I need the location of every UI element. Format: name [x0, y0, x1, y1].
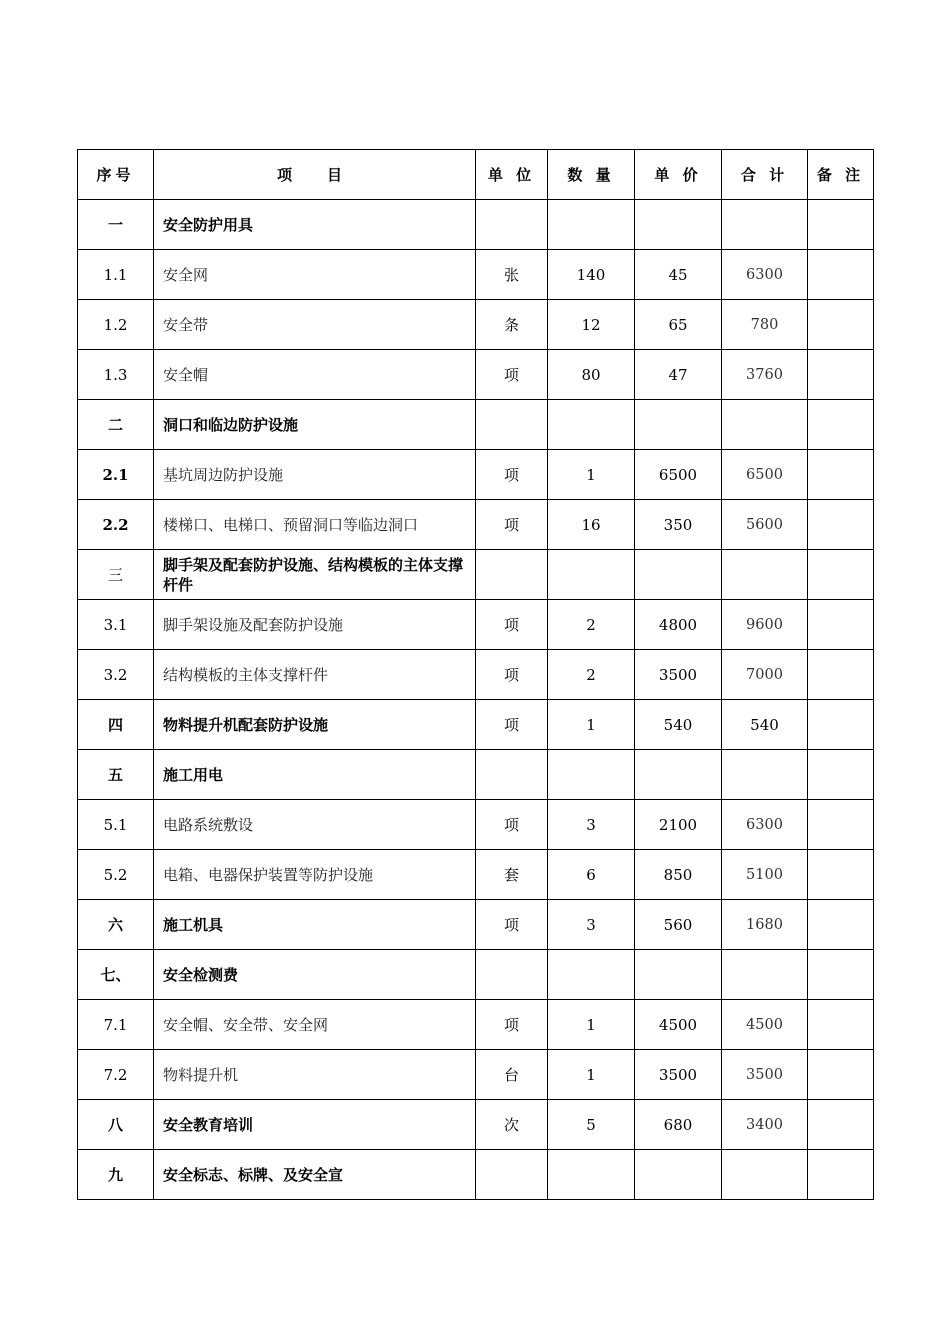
cell-price: 3500: [635, 650, 722, 700]
cell-qty: [548, 750, 635, 800]
cell-seq: 3.1: [78, 600, 154, 650]
table-header-row: [78, 150, 874, 200]
header-item: 项 目: [154, 150, 476, 200]
cell-note: [808, 700, 874, 750]
cell-item: 物料提升机: [154, 1050, 476, 1100]
cell-unit: 张: [476, 250, 548, 300]
cell-seq: 7.1: [78, 1000, 154, 1050]
cell-note: [808, 850, 874, 900]
cell-total: 3500: [722, 1050, 808, 1100]
cell-item: 脚手架及配套防护设施、结构模板的主体支撑杆件: [154, 550, 476, 600]
cell-qty: [548, 400, 635, 450]
cell-item: 结构模板的主体支撑杆件: [154, 650, 476, 700]
table-row: [78, 250, 874, 300]
table-row: [78, 700, 874, 750]
cell-seq: 1.3: [78, 350, 154, 400]
cell-unit: [476, 950, 548, 1000]
cell-total: 7000: [722, 650, 808, 700]
table-row: [78, 900, 874, 950]
cell-note: [808, 1100, 874, 1150]
cell-item: 安全检测费: [154, 950, 476, 1000]
cell-price: 4800: [635, 600, 722, 650]
cell-note: [808, 1050, 874, 1100]
cell-price: [635, 950, 722, 1000]
cell-unit: [476, 200, 548, 250]
cell-qty: [548, 200, 635, 250]
cell-unit: 项: [476, 900, 548, 950]
cell-price: 65: [635, 300, 722, 350]
cell-note: [808, 600, 874, 650]
table-row: [78, 400, 874, 450]
cell-seq: 5.1: [78, 800, 154, 850]
table-row: [78, 1150, 874, 1200]
cell-unit: 次: [476, 1100, 548, 1150]
table-row: [78, 350, 874, 400]
header-total: 合 计: [722, 150, 808, 200]
cell-price: 680: [635, 1100, 722, 1150]
table-row: [78, 750, 874, 800]
cell-qty: 12: [548, 300, 635, 350]
cell-seq: 三: [78, 550, 154, 600]
cell-qty: 2: [548, 600, 635, 650]
cell-total: 4500: [722, 1000, 808, 1050]
cell-note: [808, 900, 874, 950]
cell-seq: 2.1: [78, 450, 154, 500]
cell-item: 安全网: [154, 250, 476, 300]
cell-total: [722, 550, 808, 600]
cell-price: 2100: [635, 800, 722, 850]
cell-seq: 1.1: [78, 250, 154, 300]
cell-note: [808, 400, 874, 450]
table-row: [78, 300, 874, 350]
table-row: [78, 1000, 874, 1050]
cell-unit: [476, 400, 548, 450]
cell-qty: 1: [548, 1050, 635, 1100]
cell-note: [808, 300, 874, 350]
cell-qty: 80: [548, 350, 635, 400]
cell-total: [722, 400, 808, 450]
cell-price: [635, 200, 722, 250]
cell-qty: 3: [548, 900, 635, 950]
cell-qty: 2: [548, 650, 635, 700]
cell-note: [808, 350, 874, 400]
header-note: 备 注: [808, 150, 874, 200]
table-row: [78, 1050, 874, 1100]
cell-seq: 7.2: [78, 1050, 154, 1100]
cell-total: 540: [722, 700, 808, 750]
cell-total: 6300: [722, 250, 808, 300]
cell-item: 电箱、电器保护装置等防护设施: [154, 850, 476, 900]
header-seq: 序号: [78, 150, 154, 200]
table-row: [78, 800, 874, 850]
cell-item: 安全帽、安全带、安全网: [154, 1000, 476, 1050]
table-row: [78, 200, 874, 250]
cell-item: 安全帽: [154, 350, 476, 400]
cell-seq: 3.2: [78, 650, 154, 700]
cell-item: 电路系统敷设: [154, 800, 476, 850]
cell-seq: 1.2: [78, 300, 154, 350]
cell-note: [808, 250, 874, 300]
cell-item: 安全教育培训: [154, 1100, 476, 1150]
cell-unit: 项: [476, 450, 548, 500]
cell-unit: 条: [476, 300, 548, 350]
cell-total: 5600: [722, 500, 808, 550]
cell-price: 350: [635, 500, 722, 550]
table-row: [78, 850, 874, 900]
header-qty: 数 量: [548, 150, 635, 200]
cell-item: 安全带: [154, 300, 476, 350]
table-row: [78, 650, 874, 700]
cell-note: [808, 550, 874, 600]
cell-qty: [548, 550, 635, 600]
cell-seq: 四: [78, 700, 154, 750]
table-row: [78, 1100, 874, 1150]
cell-price: 6500: [635, 450, 722, 500]
cell-note: [808, 450, 874, 500]
cell-total: [722, 1150, 808, 1200]
cell-qty: [548, 950, 635, 1000]
cell-note: [808, 950, 874, 1000]
cell-price: [635, 400, 722, 450]
cell-seq: 六: [78, 900, 154, 950]
cell-price: [635, 1150, 722, 1200]
cell-seq: 五: [78, 750, 154, 800]
cell-unit: 项: [476, 500, 548, 550]
cell-price: [635, 750, 722, 800]
cell-seq: 5.2: [78, 850, 154, 900]
cell-total: [722, 750, 808, 800]
cell-note: [808, 1150, 874, 1200]
cell-qty: [548, 1150, 635, 1200]
cell-qty: 140: [548, 250, 635, 300]
cell-item: 安全防护用具: [154, 200, 476, 250]
cell-seq: 一: [78, 200, 154, 250]
cell-total: 9600: [722, 600, 808, 650]
cell-price: 3500: [635, 1050, 722, 1100]
cell-item: 楼梯口、电梯口、预留洞口等临边洞口: [154, 500, 476, 550]
cell-total: [722, 200, 808, 250]
cell-unit: 套: [476, 850, 548, 900]
cell-total: 1680: [722, 900, 808, 950]
cell-unit: 项: [476, 350, 548, 400]
cell-qty: 16: [548, 500, 635, 550]
cell-price: 540: [635, 700, 722, 750]
cell-unit: 台: [476, 1050, 548, 1100]
cell-total: 5100: [722, 850, 808, 900]
cell-note: [808, 200, 874, 250]
cell-total: 780: [722, 300, 808, 350]
cell-price: 4500: [635, 1000, 722, 1050]
cell-qty: 3: [548, 800, 635, 850]
table-row: [78, 950, 874, 1000]
table-row: [78, 450, 874, 500]
cell-total: 6300: [722, 800, 808, 850]
cell-note: [808, 750, 874, 800]
cell-price: 45: [635, 250, 722, 300]
cell-seq: 七、: [78, 950, 154, 1000]
cell-item: 物料提升机配套防护设施: [154, 700, 476, 750]
cell-price: 47: [635, 350, 722, 400]
cell-unit: 项: [476, 1000, 548, 1050]
cell-item: 洞口和临边防护设施: [154, 400, 476, 450]
cell-seq: 2.2: [78, 500, 154, 550]
cell-price: [635, 550, 722, 600]
table-row: [78, 500, 874, 550]
cell-item: 安全标志、标牌、及安全宣: [154, 1150, 476, 1200]
cell-seq: 九: [78, 1150, 154, 1200]
cell-unit: [476, 750, 548, 800]
cell-total: 3760: [722, 350, 808, 400]
cell-total: [722, 950, 808, 1000]
cell-note: [808, 650, 874, 700]
header-unit: 单 位: [476, 150, 548, 200]
cost-table: [77, 149, 874, 1200]
cell-total: 3400: [722, 1100, 808, 1150]
cell-unit: 项: [476, 700, 548, 750]
cell-item: 脚手架设施及配套防护设施: [154, 600, 476, 650]
table-row: [78, 600, 874, 650]
cell-seq: 八: [78, 1100, 154, 1150]
cell-note: [808, 800, 874, 850]
table-row: [78, 550, 874, 600]
cell-qty: 1: [548, 1000, 635, 1050]
cell-unit: [476, 550, 548, 600]
cell-unit: [476, 1150, 548, 1200]
header-price: 单 价: [635, 150, 722, 200]
cell-note: [808, 500, 874, 550]
cell-qty: 1: [548, 700, 635, 750]
cell-note: [808, 1000, 874, 1050]
cell-qty: 1: [548, 450, 635, 500]
cell-seq: 二: [78, 400, 154, 450]
cell-price: 560: [635, 900, 722, 950]
cell-item: 施工用电: [154, 750, 476, 800]
cell-item: 基坑周边防护设施: [154, 450, 476, 500]
cell-total: 6500: [722, 450, 808, 500]
cell-unit: 项: [476, 600, 548, 650]
cell-qty: 5: [548, 1100, 635, 1150]
cell-unit: 项: [476, 650, 548, 700]
cell-qty: 6: [548, 850, 635, 900]
cell-item: 施工机具: [154, 900, 476, 950]
cell-unit: 项: [476, 800, 548, 850]
cell-price: 850: [635, 850, 722, 900]
